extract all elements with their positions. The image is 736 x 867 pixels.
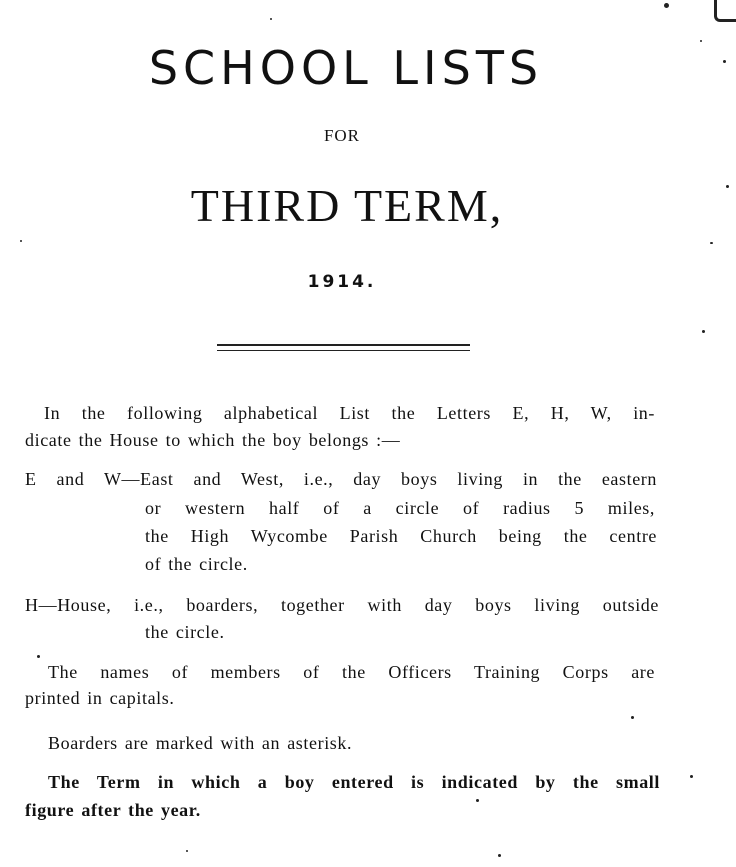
speck (37, 655, 40, 658)
speck (186, 850, 188, 852)
speck (631, 716, 634, 719)
speck (700, 40, 702, 42)
intro-line-1: In the following alphabetical List the Letters E, H, W, in- (44, 403, 655, 423)
speck (726, 185, 729, 188)
speck (690, 775, 693, 778)
note-otc-line-1: The names of members of the Officers Training Corps are (48, 662, 655, 682)
definition-ew-line-2: or western half of a circle of radius 5 miles, (145, 498, 655, 518)
year-label: 1914. (307, 272, 377, 292)
note-otc-line-2: printed in capitals. (25, 688, 175, 708)
corner-bracket-mark (714, 0, 736, 22)
speck (723, 60, 726, 63)
note-term-line-1: The Term in which a boy entered is indicated by the small (48, 772, 660, 792)
speck (498, 854, 501, 857)
speck (20, 240, 22, 242)
speck (476, 799, 479, 802)
document-title: SCHOOL LISTS (148, 41, 544, 95)
double-rule-divider (217, 344, 470, 351)
definition-ew-line-4: of the circle. (145, 554, 248, 574)
definition-ew-line-1: E and W—East and West, i.e., day boys living in the eastern (25, 469, 657, 489)
term-heading: THIRD TERM, (190, 180, 504, 231)
speck (710, 242, 713, 244)
intro-line-2: dicate the House to which the boy belongs :— (25, 430, 401, 450)
for-label: FOR (323, 126, 361, 145)
definition-h-line-1: H—House, i.e., boarders, together with day boys living outside (25, 595, 659, 615)
speck (270, 18, 272, 20)
speck (664, 3, 669, 8)
note-boarders: Boarders are marked with an asterisk. (48, 733, 353, 753)
note-term-line-2: figure after the year. (25, 800, 201, 820)
definition-ew-line-3: the High Wycombe Parish Church being the centre (145, 526, 657, 546)
speck (702, 330, 705, 333)
definition-h-line-2: the circle. (145, 622, 225, 642)
